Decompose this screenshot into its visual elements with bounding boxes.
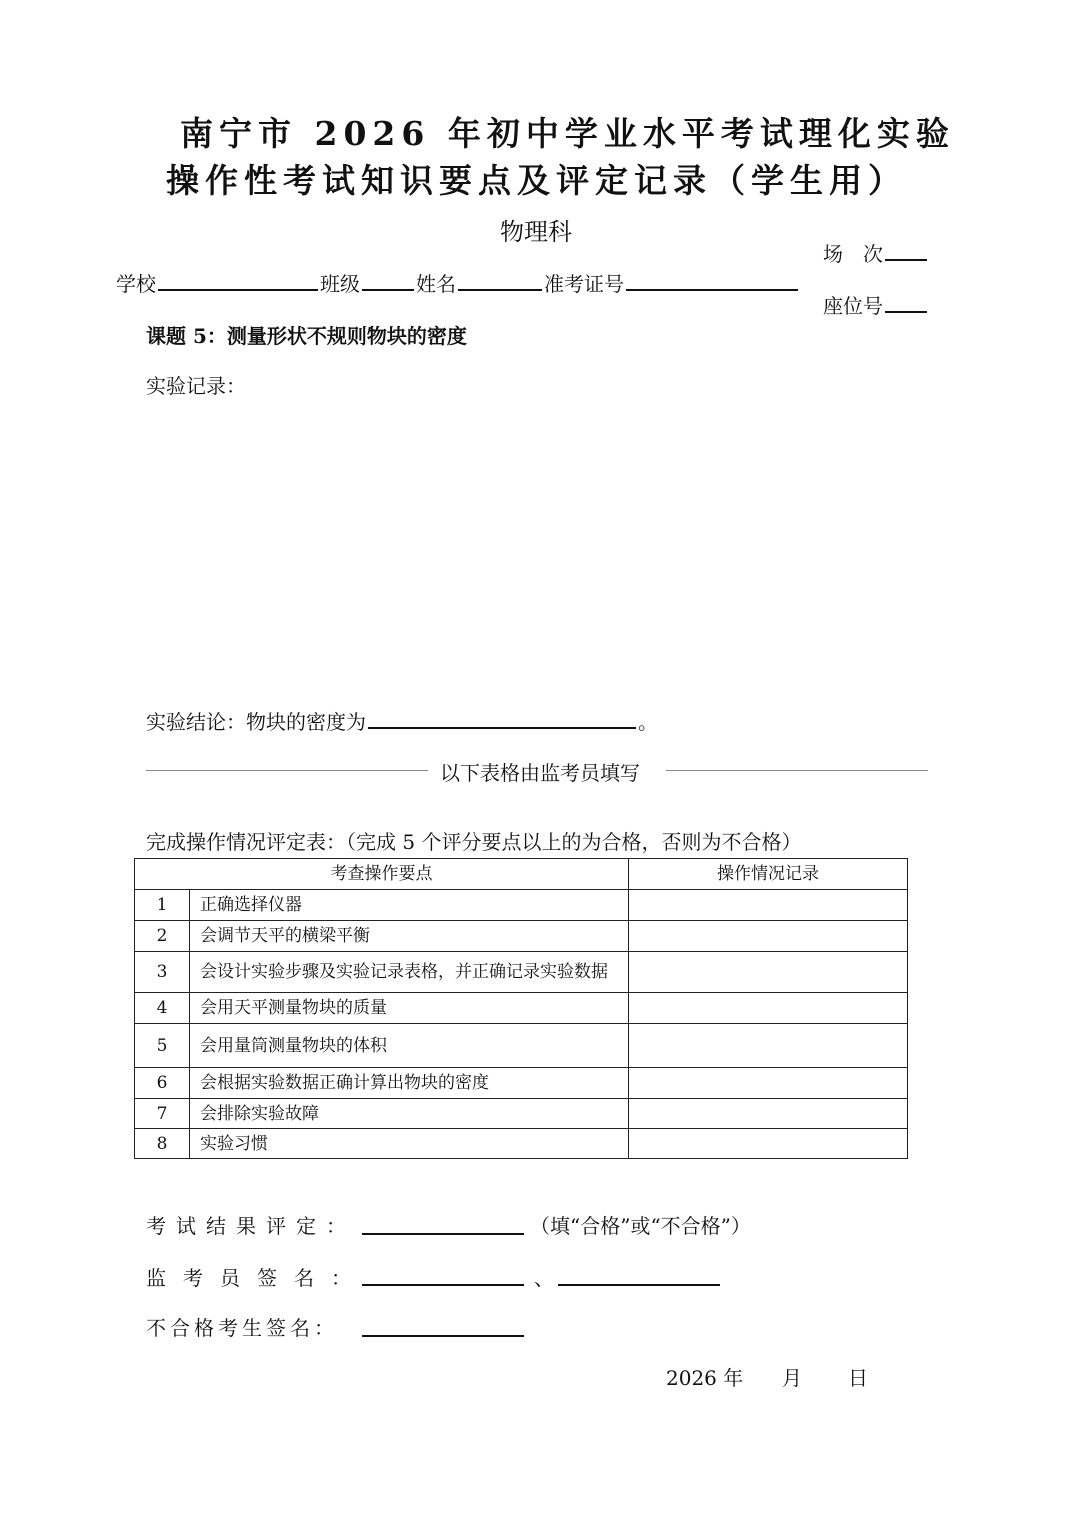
row-number: 6 bbox=[135, 1068, 190, 1099]
proctor-signature-1[interactable] bbox=[362, 1284, 524, 1286]
row-number: 3 bbox=[135, 952, 190, 993]
evaluation-intro: 完成操作情况评定表：（完成 5 个评分要点以上的为合格，否则为不合格） bbox=[146, 830, 802, 854]
row-item: 会用天平测量物块的质量 bbox=[190, 993, 629, 1024]
result-field[interactable] bbox=[362, 1233, 524, 1235]
row-record-cell[interactable] bbox=[629, 1068, 908, 1099]
table-row bbox=[135, 1129, 908, 1159]
session-label: 场 次 bbox=[823, 242, 883, 266]
table-header-row bbox=[135, 859, 908, 890]
header-record: 操作情况记录 bbox=[629, 859, 908, 890]
table-row bbox=[135, 952, 908, 993]
fail-signature-label: 不合格考生签名： bbox=[146, 1316, 338, 1340]
table-row bbox=[135, 993, 908, 1024]
conclusion-line bbox=[146, 706, 658, 735]
date-year: 2026 年 bbox=[666, 1366, 744, 1390]
row-number: 4 bbox=[135, 993, 190, 1024]
class-label: 班级 bbox=[320, 272, 360, 296]
evaluation-table bbox=[134, 858, 908, 1159]
row-item: 正确选择仪器 bbox=[190, 890, 629, 921]
topic-heading: 课题 5：测量形状不规则物块的密度 bbox=[146, 324, 467, 348]
row-record-cell[interactable] bbox=[629, 890, 908, 921]
row-item: 会用量筒测量物块的体积 bbox=[190, 1024, 629, 1068]
divider-right bbox=[666, 770, 928, 771]
row-number: 8 bbox=[135, 1129, 190, 1159]
fail-signature-field[interactable] bbox=[362, 1335, 524, 1337]
row-number: 5 bbox=[135, 1024, 190, 1068]
row-item: 会调节天平的横梁平衡 bbox=[190, 921, 629, 952]
record-label: 实验记录： bbox=[146, 374, 246, 398]
name-field[interactable] bbox=[458, 269, 542, 291]
date-day: 日 bbox=[848, 1366, 868, 1390]
row-record-cell[interactable] bbox=[629, 1024, 908, 1068]
row-record-cell[interactable] bbox=[629, 921, 908, 952]
row-number: 7 bbox=[135, 1099, 190, 1129]
table-row bbox=[135, 890, 908, 921]
school-field[interactable] bbox=[158, 269, 318, 291]
info-row bbox=[116, 268, 800, 297]
result-hint: （填“合格”或“不合格”） bbox=[530, 1214, 751, 1238]
proctor-label: 监考员签名： bbox=[146, 1266, 368, 1290]
table-row bbox=[135, 1099, 908, 1129]
row-item: 会根据实验数据正确计算出物块的密度 bbox=[190, 1068, 629, 1099]
exam-no-field[interactable] bbox=[626, 269, 798, 291]
exam-no-label: 准考证号 bbox=[544, 272, 624, 296]
row-record-cell[interactable] bbox=[629, 952, 908, 993]
conclusion-prefix: 实验结论：物块的密度为 bbox=[146, 710, 366, 734]
proctor-signature-2[interactable] bbox=[558, 1284, 720, 1286]
session-field[interactable] bbox=[823, 238, 929, 267]
date-month: 月 bbox=[782, 1366, 802, 1390]
seat-label: 座位号 bbox=[823, 294, 883, 318]
row-number: 1 bbox=[135, 890, 190, 921]
divider-left bbox=[146, 770, 428, 771]
row-item: 会排除实验故障 bbox=[190, 1099, 629, 1129]
row-record-cell[interactable] bbox=[629, 1129, 908, 1159]
name-label: 姓名 bbox=[416, 272, 456, 296]
row-record-cell[interactable] bbox=[629, 993, 908, 1024]
table-row bbox=[135, 921, 908, 952]
table-row bbox=[135, 1068, 908, 1099]
header-checkpoints: 考查操作要点 bbox=[135, 859, 629, 890]
seat-field[interactable] bbox=[823, 290, 929, 319]
table-row bbox=[135, 1024, 908, 1068]
subject-title: 物理科 bbox=[500, 218, 572, 246]
row-record-cell[interactable] bbox=[629, 1099, 908, 1129]
row-item: 会设计实验步骤及实验记录表格，并正确记录实验数据 bbox=[190, 952, 629, 993]
result-label: 考试结果评定： bbox=[146, 1214, 356, 1238]
title-line-1: 南宁市 2026 年初中学业水平考试理化实验 bbox=[180, 114, 955, 153]
proctor-separator: 、 bbox=[534, 1266, 554, 1290]
row-item: 实验习惯 bbox=[190, 1129, 629, 1159]
conclusion-suffix: 。 bbox=[638, 710, 658, 734]
row-number: 2 bbox=[135, 921, 190, 952]
class-field[interactable] bbox=[362, 269, 414, 291]
title-line-2: 操作性考试知识要点及评定记录（学生用） bbox=[166, 161, 907, 200]
school-label: 学校 bbox=[116, 272, 156, 296]
density-field[interactable] bbox=[368, 707, 636, 729]
divider-text: 以下表格由监考员填写 bbox=[440, 761, 640, 785]
